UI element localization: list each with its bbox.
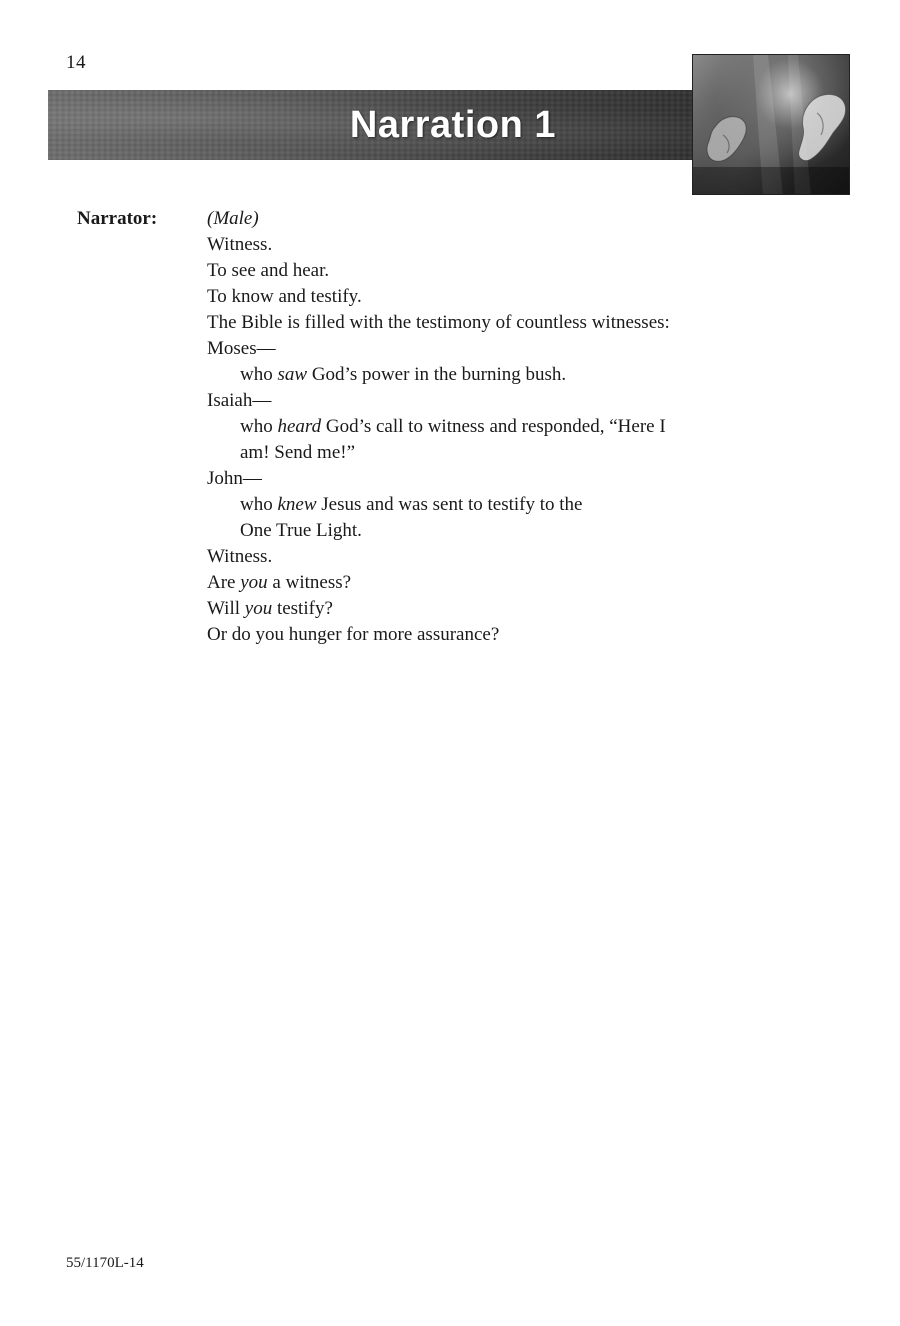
script-line: One True Light. xyxy=(240,520,362,541)
script-line: who knew Jesus and was sent to testify to the xyxy=(240,494,583,515)
speaker-label: Narrator: xyxy=(77,208,158,229)
script-line: who heard God’s call to witness and responded, “Here I xyxy=(240,416,666,437)
title-banner xyxy=(48,90,696,160)
stage-direction: (Male) xyxy=(207,208,259,229)
script-line: Will you testify? xyxy=(207,598,333,619)
witness-name-isaiah: Isaiah— xyxy=(207,390,272,411)
script-line: The Bible is filled with the testimony of countless witnesses: xyxy=(207,312,670,333)
catalog-code: 55/1170L-14 xyxy=(66,1255,144,1271)
script-line: To know and testify. xyxy=(207,286,362,307)
narration-text xyxy=(207,206,767,648)
script-line: am! Send me!” xyxy=(240,442,356,463)
script-line: Are you a witness? xyxy=(207,572,352,593)
script-line: Witness. xyxy=(207,234,273,255)
hands-illustration xyxy=(693,55,850,195)
page-title: Narration 1 xyxy=(349,104,556,146)
hands-reaching-icon xyxy=(692,54,850,195)
script-line: Witness. xyxy=(207,546,273,567)
page-number: 14 xyxy=(66,52,86,73)
witness-name-moses: Moses— xyxy=(207,338,276,359)
script-line: Or do you hunger for more assurance? xyxy=(207,624,500,645)
witness-name-john: John— xyxy=(207,468,262,489)
script-line: who saw God’s power in the burning bush. xyxy=(240,364,567,385)
script-line: To see and hear. xyxy=(207,260,330,281)
